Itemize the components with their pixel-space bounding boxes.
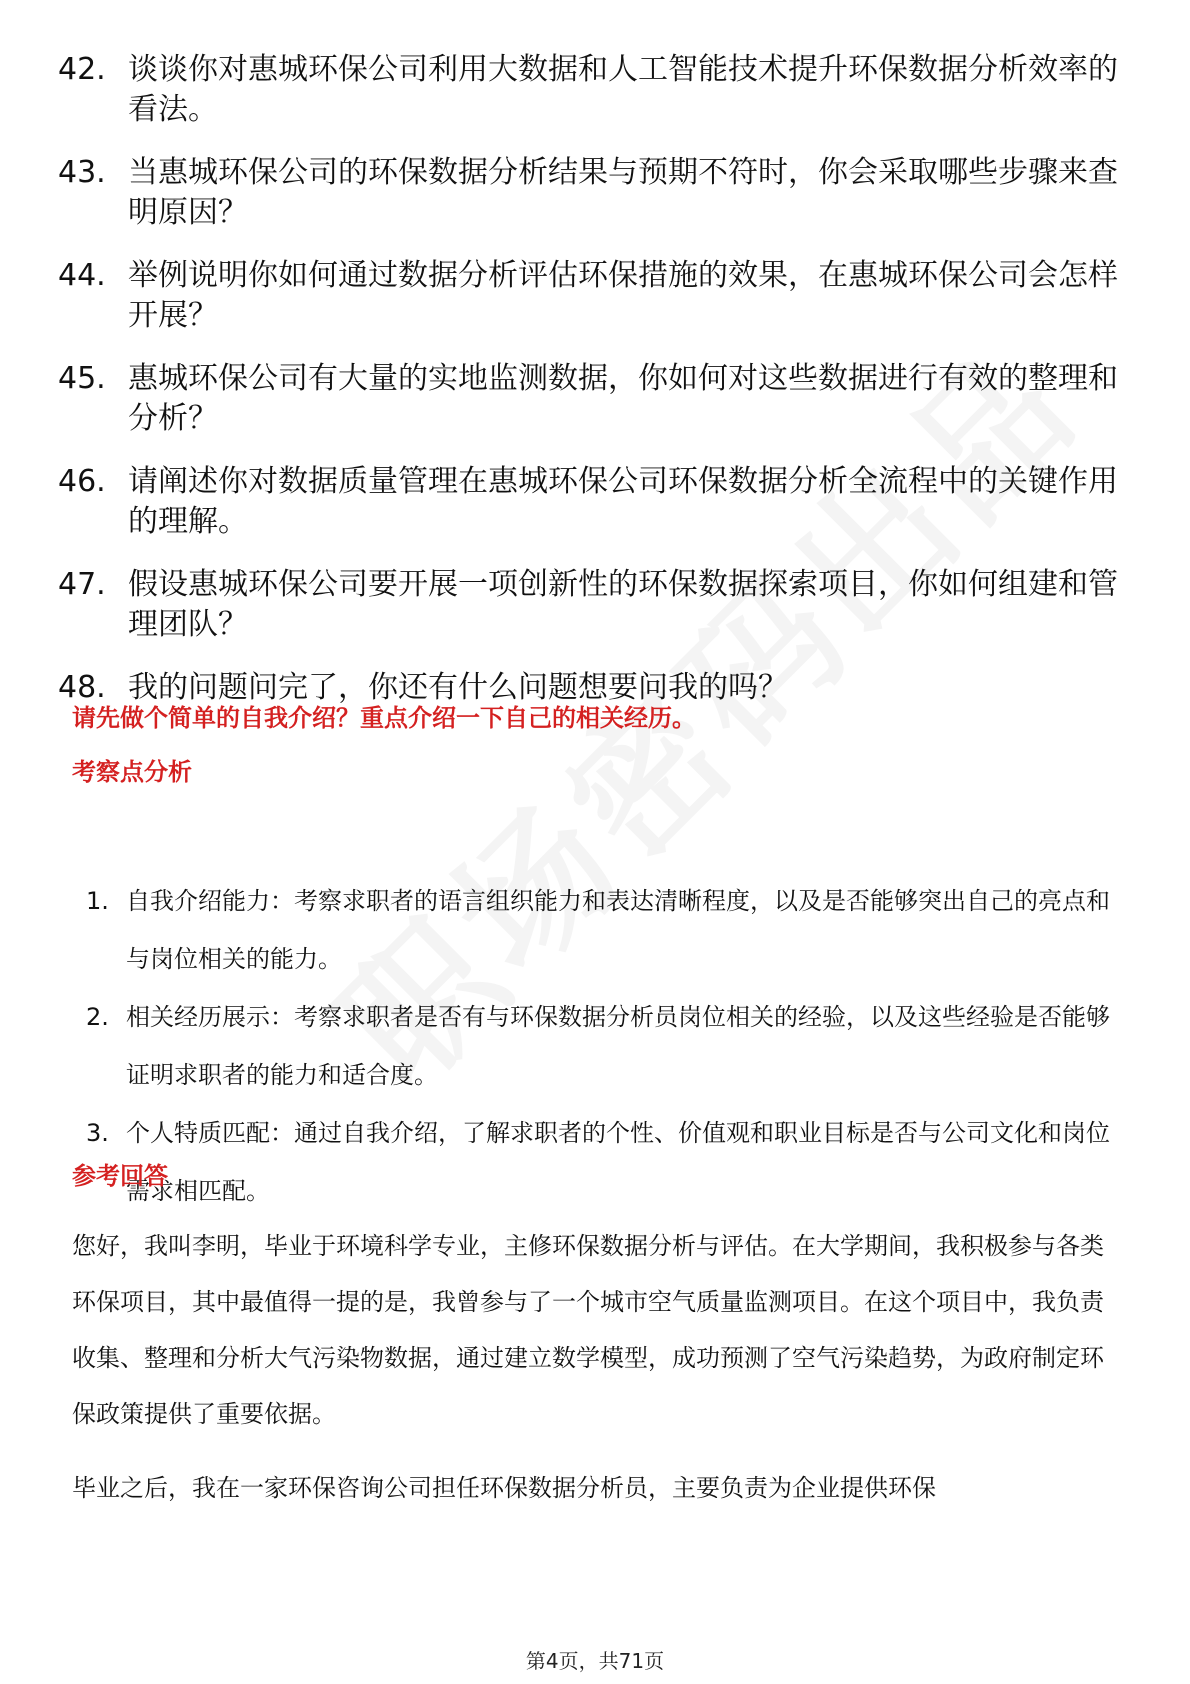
analysis-list xyxy=(86,872,1116,1220)
analysis-text: 个人特质匹配：通过自我介绍，了解求职者的个性、价值观和职业目标是否与公司文化和岗位需求相匹配。 xyxy=(126,1119,1110,1205)
question-item xyxy=(58,462,1118,542)
question-number: 47. xyxy=(58,567,106,602)
question-number: 46. xyxy=(58,464,106,499)
analysis-item xyxy=(86,1104,1116,1220)
intro-question-heading: 请先做个简单的自我介绍？重点介绍一下自己的相关经历。 xyxy=(72,704,696,732)
question-text: 惠城环保公司有大量的实地监测数据，你如何对这些数据进行有效的整理和分析？ xyxy=(128,361,1118,436)
analysis-item xyxy=(86,872,1116,988)
question-number: 45. xyxy=(58,361,106,396)
question-number: 44. xyxy=(58,258,106,293)
question-item xyxy=(58,50,1118,130)
answer-paragraph: 毕业之后，我在一家环保咨询公司担任环保数据分析员，主要负责为企业提供环保 xyxy=(72,1474,936,1502)
question-number: 48. xyxy=(58,670,106,705)
page-number: 第4页，共71页 xyxy=(525,1649,665,1673)
question-item xyxy=(58,565,1118,645)
question-text: 假设惠城环保公司要开展一项创新性的环保数据探索项目，你如何组建和管理团队？ xyxy=(128,567,1118,642)
question-item xyxy=(58,256,1118,336)
question-item xyxy=(58,153,1118,233)
question-item xyxy=(58,359,1118,439)
question-text: 举例说明你如何通过数据分析评估环保措施的效果，在惠城环保公司会怎样开展？ xyxy=(128,258,1118,333)
analysis-item xyxy=(86,988,1116,1104)
analysis-number: 3. xyxy=(86,1119,109,1147)
analysis-number: 2. xyxy=(86,1003,109,1031)
question-text: 我的问题问完了，你还有什么问题想要问我的吗？ xyxy=(128,670,788,705)
analysis-heading: 考察点分析 xyxy=(72,758,192,786)
question-list xyxy=(58,50,1118,731)
question-text: 请阐述你对数据质量管理在惠城环保公司环保数据分析全流程中的关键作用的理解。 xyxy=(128,464,1118,539)
answer-heading: 参考回答 xyxy=(72,1162,168,1190)
question-number: 42. xyxy=(58,52,106,87)
analysis-text: 自我介绍能力：考察求职者的语言组织能力和表达清晰程度，以及是否能够突出自己的亮点和与岗位相关的能力。 xyxy=(126,887,1110,973)
analysis-number: 1. xyxy=(86,887,109,915)
question-text: 谈谈你对惠城环保公司利用大数据和人工智能技术提升环保数据分析效率的看法。 xyxy=(128,52,1118,127)
analysis-text: 相关经历展示：考察求职者是否有与环保数据分析员岗位相关的经验，以及这些经验是否能够证明求职者的能力和适合度。 xyxy=(126,1003,1110,1089)
question-text: 当惠城环保公司的环保数据分析结果与预期不符时，你会采取哪些步骤来查明原因？ xyxy=(128,155,1118,230)
question-number: 43. xyxy=(58,155,106,190)
answer-paragraph: 您好，我叫李明，毕业于环境科学专业，主修环保数据分析与评估。在大学期间，我积极参与各类环保项目，其中最值得一提的是，我曾参与了一个城市空气质量监测项目。在这个项目中，我负责收集、整理和分析大气污染物数据，通过建立数学模型，成功预测了空气污染趋势，为政府制定环保政策提供了重要依据。 xyxy=(72,1232,1104,1428)
